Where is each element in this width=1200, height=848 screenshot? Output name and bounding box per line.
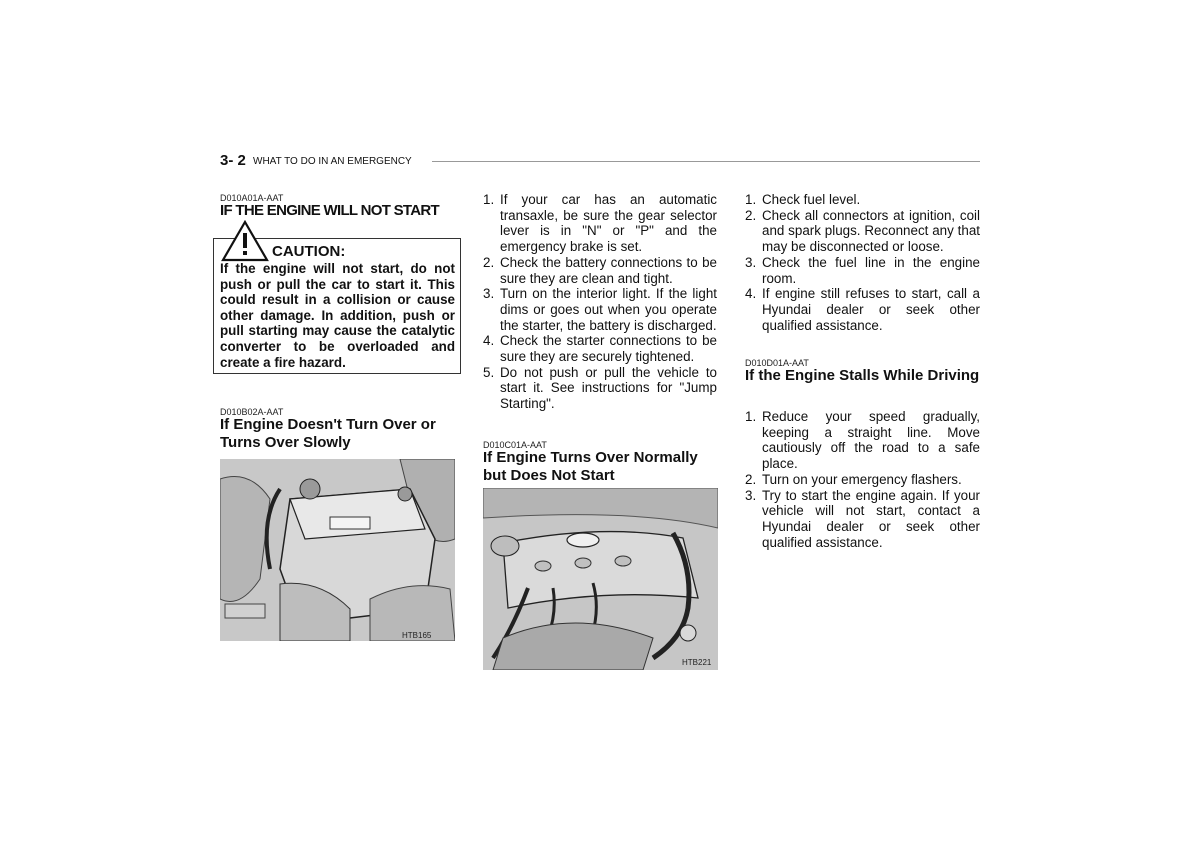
caution-box (213, 238, 461, 374)
list-item: 4. Check the starter connections to be sure they are securely tightened. (483, 333, 717, 365)
section-title: WHAT TO DO IN AN EMERGENCY (253, 156, 412, 167)
list-item: 1. Check fuel level. (745, 192, 861, 207)
subsection-code: D010D01A-AAT (745, 358, 809, 368)
page-number: 3- 2 (220, 152, 246, 169)
list-item: 1. Reduce your speed gradually, keeping a straight line. Move cautiously off the road to a safe place. (745, 409, 980, 472)
engine-illustration (483, 488, 718, 670)
caution-title: CAUTION: (272, 243, 346, 260)
section-code: D010A01A-AAT (220, 193, 284, 203)
subsection-code: D010B02A-AAT (220, 407, 284, 417)
list-item: 3. Check the fuel line in the engine room. (745, 254, 980, 286)
list-item: 3. Try to start the engine again. If your vehicle will not start, contact a Hyundai dealer or seek other qualified assistance. (745, 487, 980, 550)
subsection-heading: If Engine Turns Over Normally but Does Not Start (483, 449, 698, 484)
figure-label: HTB221 (682, 658, 712, 667)
subsection-code: D010C01A-AAT (483, 440, 547, 450)
list-item: 2. Check the battery connections to be sure they are clean and tight. (483, 254, 717, 286)
turns-over-steps (745, 192, 980, 333)
subsection-heading: If the Engine Stalls While Driving (745, 367, 980, 384)
subsection-heading: If Engine Doesn't Turn Over or Turns Over Slowly (220, 416, 436, 451)
list-item: 4. If engine still refuses to start, call a Hyundai dealer or seek other qualified assistance. (745, 286, 980, 333)
caution-text: If the engine will not start, do not push or pull the car to start it. This could result in a collision or cause other damage. In addition, push or pull starting may cause the catalytic converter to be overloaded and create a fire hazard. (220, 261, 455, 370)
list-item: 5. Do not push or pull the vehicle to start it. See instructions for "Jump Starting". (483, 364, 717, 412)
list-item: 2. Turn on your emergency flashers. (745, 471, 962, 487)
list-item: 1. If your car has an automatic transaxle, be sure the gear selector lever is in "N" or "P" and the emergency brake is set. (483, 192, 717, 255)
warning-triangle-icon (221, 220, 269, 262)
list-item: 2. Check all connectors at ignition, coil and spark plugs. Reconnect any that may be disconnected or loose. (745, 207, 980, 255)
figure-label: HTB165 (402, 631, 432, 640)
no-turn-over-steps (483, 192, 717, 412)
stalls-steps (745, 409, 980, 550)
header-rule (432, 161, 980, 162)
section-heading: IF THE ENGINE WILL NOT START (220, 202, 440, 219)
list-item: 3. Turn on the interior light. If the light dims or goes out when you operate the starter, the battery is discharged. (483, 286, 717, 333)
battery-illustration (220, 459, 455, 641)
